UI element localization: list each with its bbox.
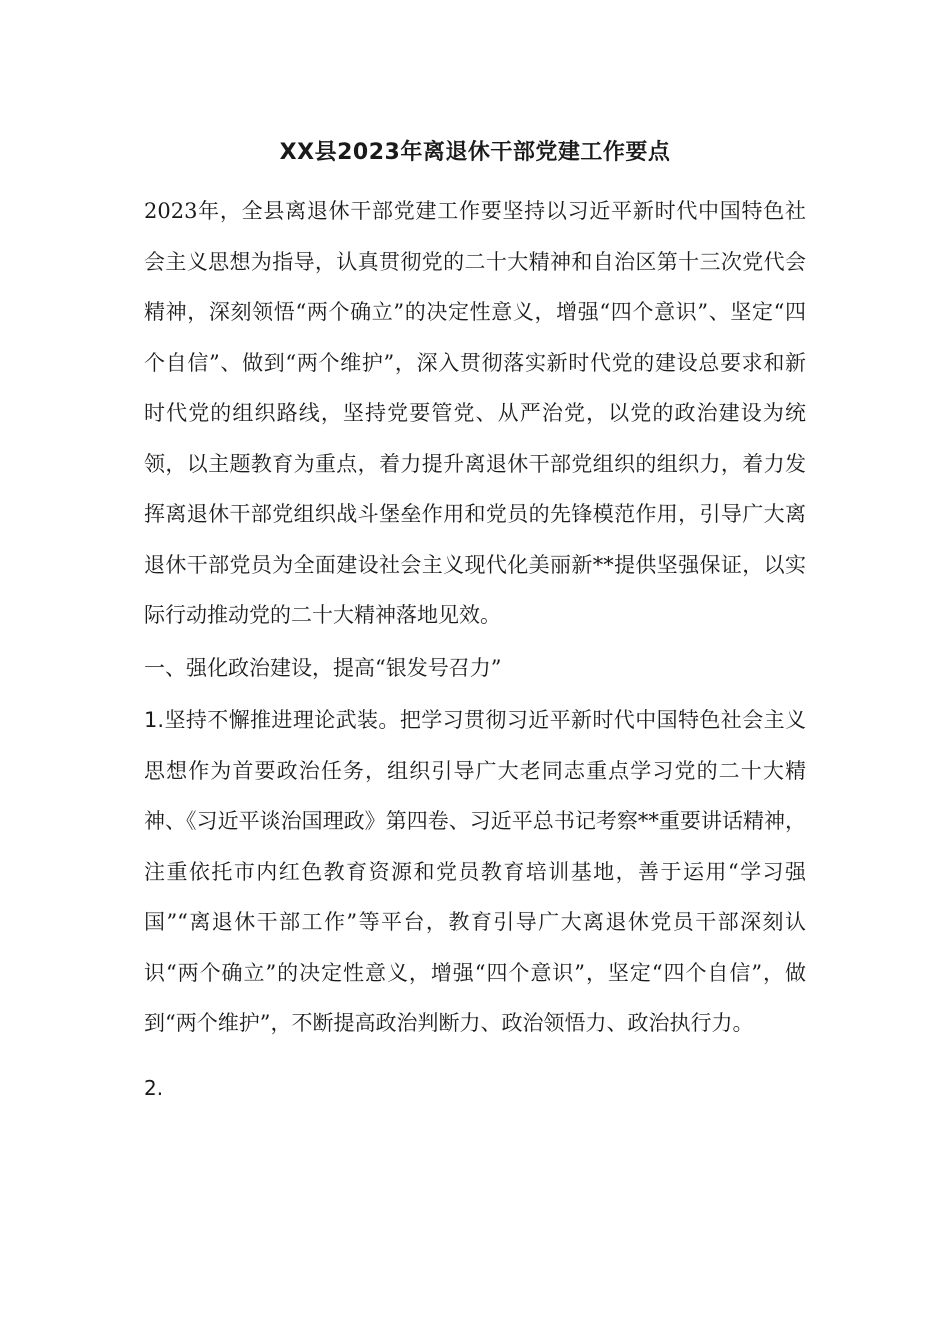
item-1-text: 坚持不懈推进理论武装。把学习贯彻习近平新时代中国特色社会主义思想作为首要政治任务，组织引导广大老同志重点学习党的二十大精神、《习近平谈治国理政》第四卷、习近平总书记考察**重要讲话精神，注重依托市内红色教育资源和党员教育培训基地，善于运用“学习强国”“离退休干部工作”等平台，教育引导广大离退休党员干部深刻认识“两个确立”的决定性意义，增强“四个意识”，坚定“四个自信”，做到“两个维护”，不断提高政治判断力、政治领悟力、政治执行力。	[144, 708, 806, 1035]
section-heading-1: 一、强化政治建设，提高“银发号召力”	[144, 655, 502, 680]
document-page	[144, 128, 806, 1113]
item-1-number: 1.	[144, 708, 165, 732]
item-1-paragraph	[144, 695, 806, 1049]
item-2-number: 2.	[144, 1075, 164, 1100]
document-title: XX县2023年离退休干部党建工作要点	[279, 140, 671, 165]
intro-paragraph: 2023年，全县离退休干部党建工作要坚持以习近平新时代中国特色社会主义思想为指导，认真贯彻党的二十大精神和自治区第十三次党代会精神，深刻领悟“两个确立”的决定性意义，增强“四个意识”、坚定“四个自信”、做到“两个维护”，深入贯彻落实新时代党的建设总要求和新时代党的组织路线，坚持党要管党、从严治党，以党的政治建设为统领，以主题教育为重点，着力提升离退休干部党组织的组织力，着力发挥离退休干部党组织战斗堡垒作用和党员的先锋模范作用，引导广大离退休干部党员为全面建设社会主义现代化美丽新**提供坚强保证，以实际行动推动党的二十大精神落地见效。	[144, 199, 806, 627]
